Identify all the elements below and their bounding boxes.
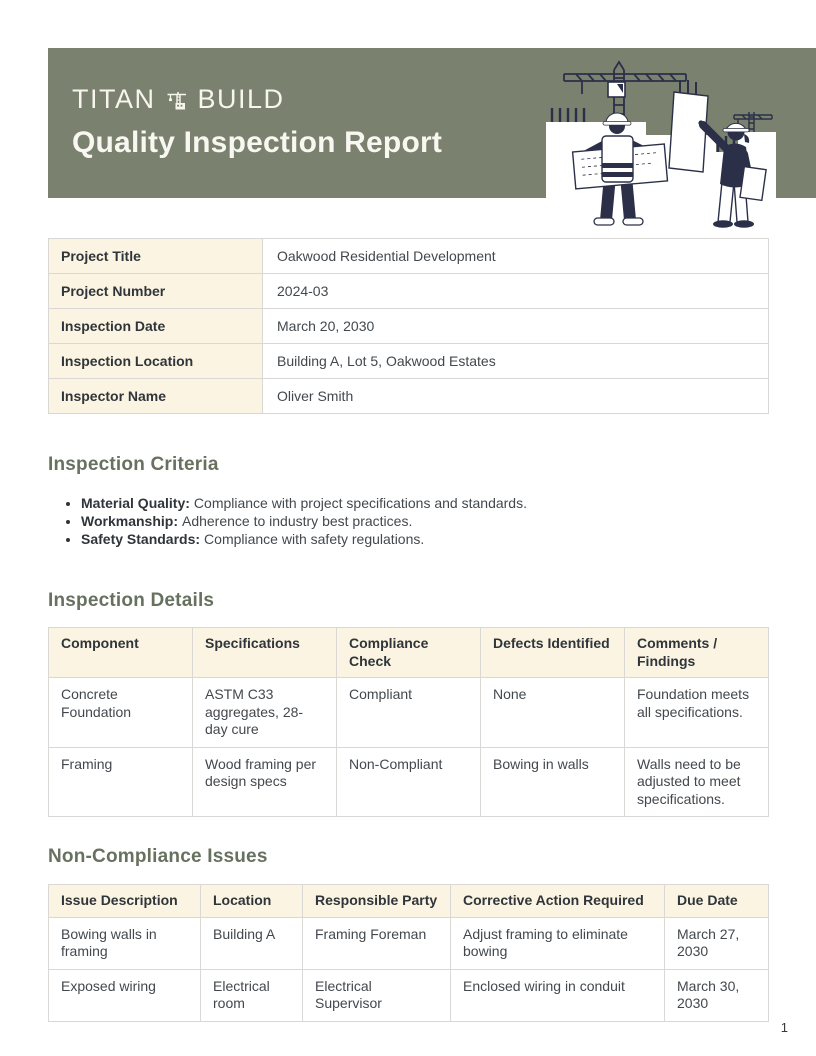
cell-defects: None bbox=[481, 678, 625, 748]
column-header: Location bbox=[201, 885, 303, 918]
column-header: Component bbox=[49, 628, 193, 678]
cell-comments: Walls need to be adjusted to meet specifications. bbox=[625, 747, 769, 817]
table-row bbox=[49, 274, 769, 309]
table-header-row bbox=[49, 885, 769, 918]
inspection-location-label: Inspection Location bbox=[49, 344, 263, 379]
inspection-location-value: Building A, Lot 5, Oakwood Estates bbox=[263, 344, 769, 379]
list-item bbox=[81, 494, 527, 512]
cell-compliance: Non-Compliant bbox=[337, 747, 481, 817]
table-row bbox=[49, 344, 769, 379]
cell-specifications: Wood framing per design specs bbox=[193, 747, 337, 817]
criteria-label: Workmanship: bbox=[81, 513, 178, 529]
crane-icon bbox=[165, 88, 189, 112]
table-row bbox=[49, 309, 769, 344]
cell-comments: Foundation meets all specifications. bbox=[625, 678, 769, 748]
inspector-name-label: Inspector Name bbox=[49, 379, 263, 414]
table-row bbox=[49, 747, 769, 817]
non-compliance-table bbox=[48, 884, 769, 1022]
criteria-label: Safety Standards: bbox=[81, 531, 201, 547]
section-heading-inspection-details: Inspection Details bbox=[48, 590, 215, 611]
cell-responsible: Electrical Supervisor bbox=[303, 969, 451, 1021]
column-header: Comments / Findings bbox=[625, 628, 769, 678]
criteria-list bbox=[64, 494, 527, 548]
criteria-text: Compliance with safety regulations. bbox=[204, 531, 425, 547]
page-title: Quality Inspection Report bbox=[72, 126, 443, 159]
cell-due-date: March 27, 2030 bbox=[665, 917, 769, 969]
project-title-label: Project Title bbox=[49, 239, 263, 274]
criteria-text: Compliance with project specifications and standards. bbox=[193, 495, 527, 511]
page-number: 1 bbox=[780, 1020, 788, 1035]
cell-location: Electrical room bbox=[201, 969, 303, 1021]
section-heading-inspection-criteria: Inspection Criteria bbox=[48, 454, 219, 475]
table-header-row bbox=[49, 628, 769, 678]
table-row bbox=[49, 917, 769, 969]
column-header: Corrective Action Required bbox=[451, 885, 665, 918]
list-item bbox=[81, 512, 527, 530]
cell-component: Concrete Foundation bbox=[49, 678, 193, 748]
cell-location: Building A bbox=[201, 917, 303, 969]
cell-defects: Bowing in walls bbox=[481, 747, 625, 817]
cell-action: Adjust framing to eliminate bowing bbox=[451, 917, 665, 969]
cell-issue: Bowing walls in framing bbox=[49, 917, 201, 969]
project-number-value: 2024-03 bbox=[263, 274, 769, 309]
table-row bbox=[49, 379, 769, 414]
project-number-label: Project Number bbox=[49, 274, 263, 309]
cell-action: Enclosed wiring in conduit bbox=[451, 969, 665, 1021]
criteria-text: Adherence to industry best practices. bbox=[181, 513, 413, 529]
cell-specifications: ASTM C33 aggregates, 28-day cure bbox=[193, 678, 337, 748]
report-header bbox=[48, 48, 816, 198]
section-heading-non-compliance: Non-Compliance Issues bbox=[48, 846, 268, 867]
inspector-name-value: Oliver Smith bbox=[263, 379, 769, 414]
inspection-date-label: Inspection Date bbox=[49, 309, 263, 344]
cell-due-date: March 30, 2030 bbox=[665, 969, 769, 1021]
construction-workers-illustration bbox=[546, 60, 776, 228]
column-header: Specifications bbox=[193, 628, 337, 678]
cell-issue: Exposed wiring bbox=[49, 969, 201, 1021]
brand-logo bbox=[72, 84, 285, 115]
cell-responsible: Framing Foreman bbox=[303, 917, 451, 969]
column-header: Issue Description bbox=[49, 885, 201, 918]
brand-left-text: TITAN bbox=[72, 84, 156, 114]
cell-compliance: Compliant bbox=[337, 678, 481, 748]
column-header: Due Date bbox=[665, 885, 769, 918]
inspection-date-value: March 20, 2030 bbox=[263, 309, 769, 344]
table-row bbox=[49, 239, 769, 274]
inspection-details-table bbox=[48, 627, 769, 817]
column-header: Defects Identified bbox=[481, 628, 625, 678]
project-title-value: Oakwood Residential Development bbox=[263, 239, 769, 274]
brand-right-text: BUILD bbox=[197, 84, 285, 114]
table-row bbox=[49, 678, 769, 748]
list-item bbox=[81, 530, 527, 548]
cell-component: Framing bbox=[49, 747, 193, 817]
column-header: Compliance Check bbox=[337, 628, 481, 678]
column-header: Responsible Party bbox=[303, 885, 451, 918]
project-info-table bbox=[48, 238, 769, 414]
criteria-label: Material Quality: bbox=[81, 495, 190, 511]
table-row bbox=[49, 969, 769, 1021]
